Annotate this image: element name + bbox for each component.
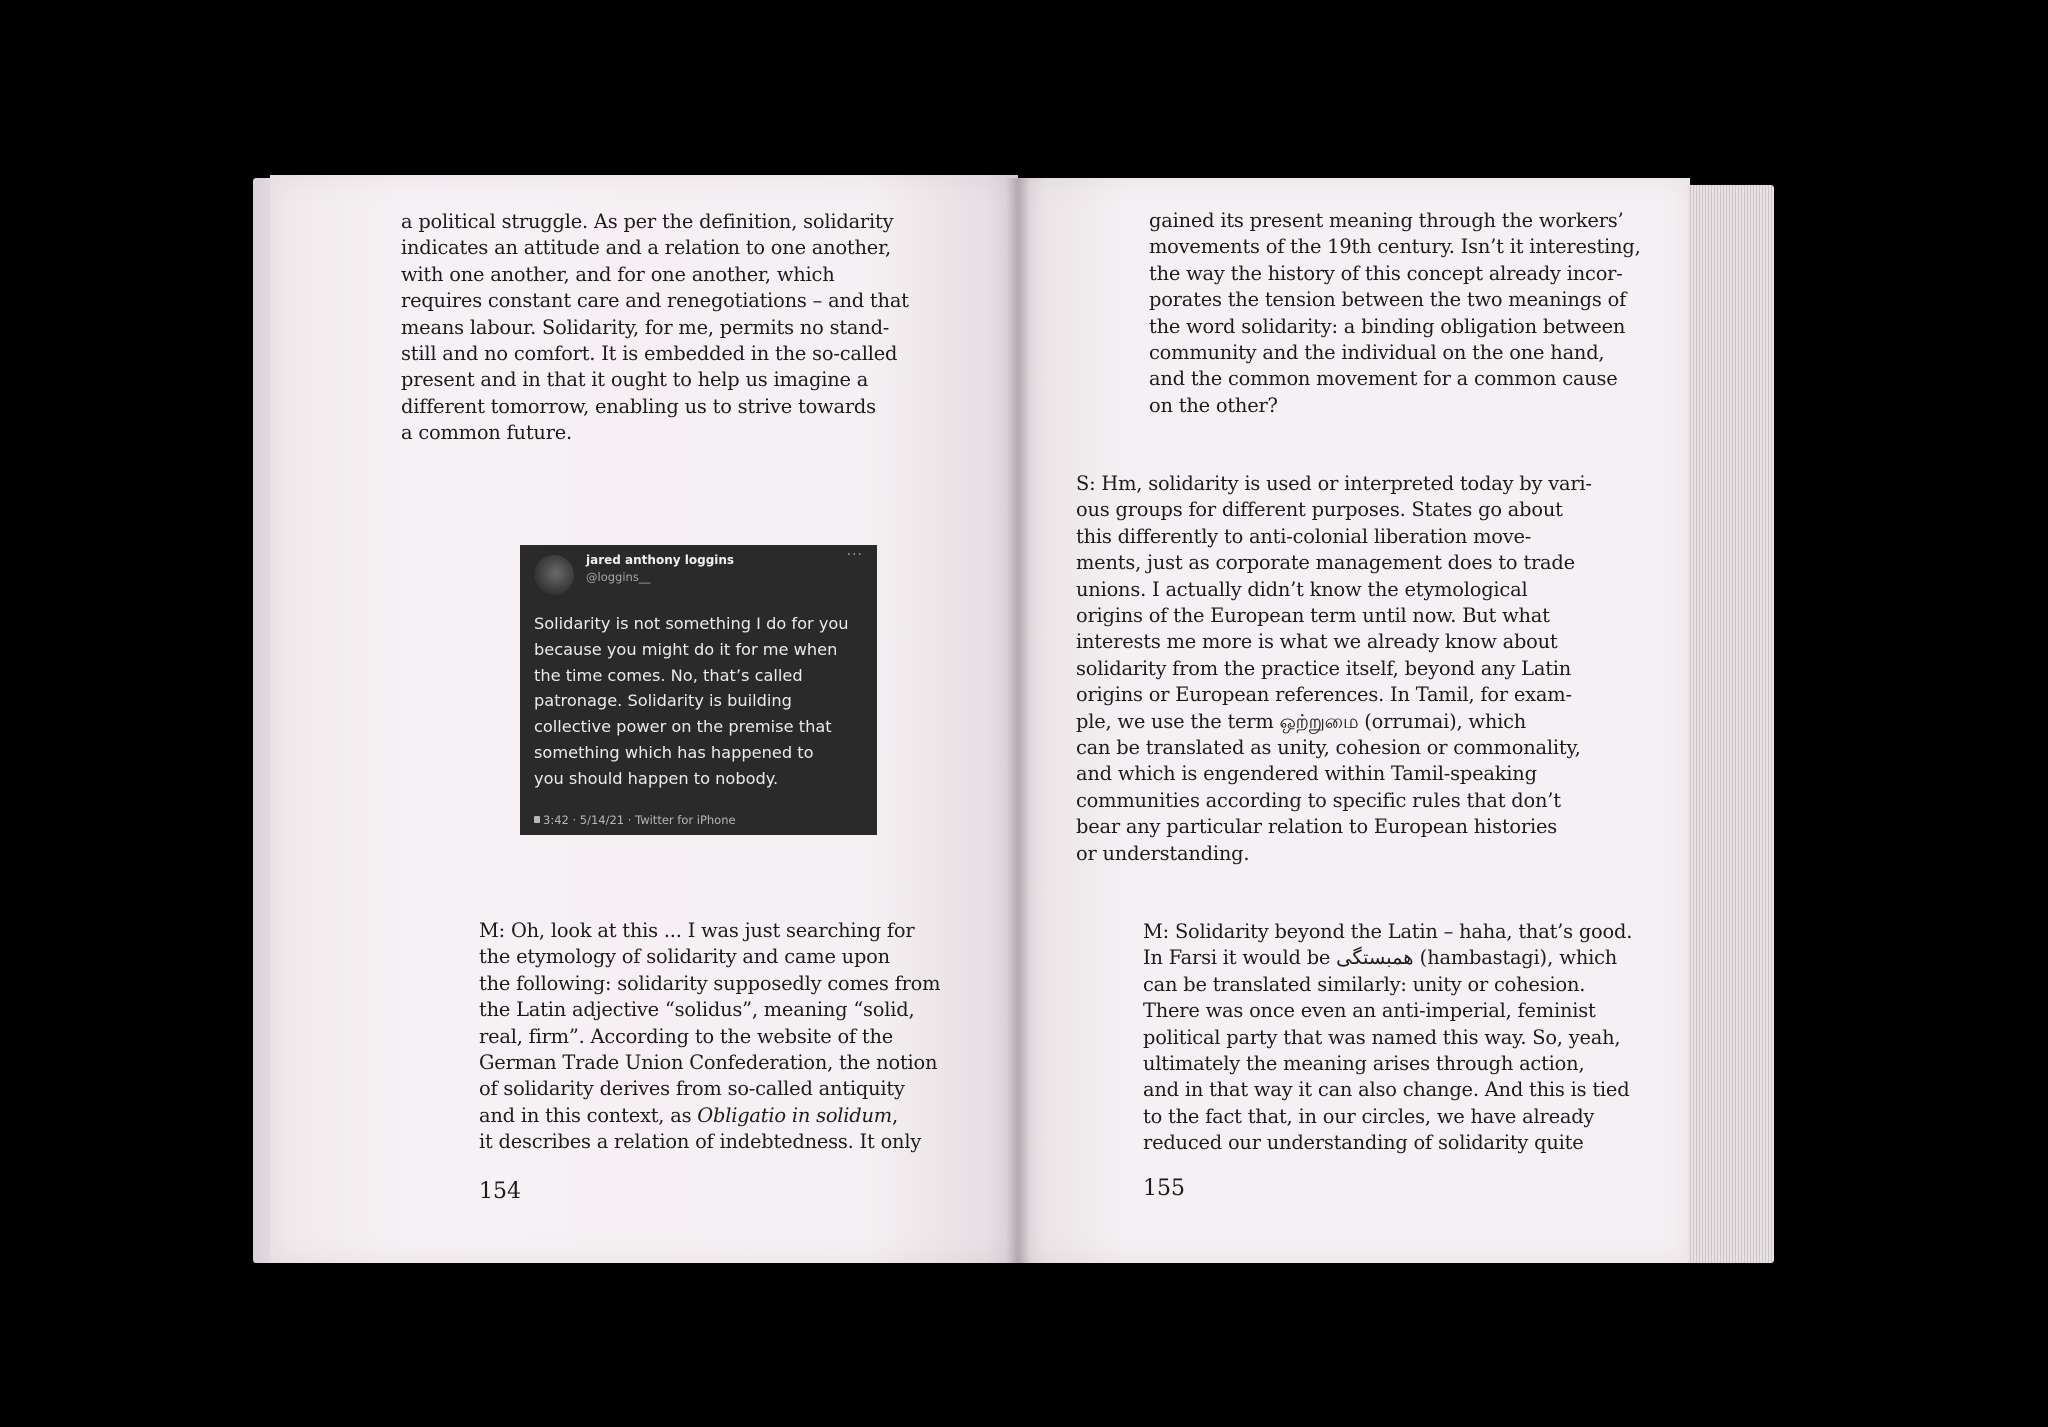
text-line: the Latin adjective “solidus”, meaning “solid, xyxy=(479,998,915,1022)
text-line: a political struggle. As per the definition, solidarity xyxy=(401,210,894,233)
text-span: and in this context, as xyxy=(479,1103,698,1127)
tweet-timestamp: 3:42 · 5/14/21 · Twitter for iPhone xyxy=(543,813,736,827)
text-line: There was once even an anti-imperial, feminist xyxy=(1143,999,1596,1023)
text-line: still and no comfort. It is embedded in the so-called xyxy=(401,342,898,366)
text-line: of solidarity derives from so-called antiquity xyxy=(479,1077,905,1101)
text-line: S: Hm, solidarity is used or interpreted today by vari- xyxy=(1076,472,1592,495)
tweet-line: you should happen to nobody. xyxy=(534,768,779,788)
text-line: reduced our understanding of solidarity quite xyxy=(1143,1131,1584,1155)
tweet-body xyxy=(534,611,849,792)
text-line: community and the individual on the one hand, xyxy=(1149,341,1605,365)
tweet-line: collective power on the premise that xyxy=(534,717,832,737)
right-middle-paragraph xyxy=(1076,471,1592,867)
text-line: bear any particular relation to European histories xyxy=(1076,815,1557,839)
text-line: German Trade Union Confederation, the notion xyxy=(479,1051,938,1075)
lock-icon xyxy=(534,816,540,823)
text-line: ple, we use the term ஒற்றுமை (orrumai), which xyxy=(1076,709,1527,733)
italic-phrase: Obligatio in solidum xyxy=(697,1103,892,1127)
text-line xyxy=(479,1103,940,1129)
text-line: on the other? xyxy=(1149,393,1278,417)
book-gutter xyxy=(1006,178,1030,1263)
text-line: the following: solidarity supposedly comes from xyxy=(479,971,941,995)
right-bottom-paragraph xyxy=(1143,919,1632,1157)
text-line: or understanding. xyxy=(1076,841,1250,865)
text-line: unions. I actually didn’t know the etymological xyxy=(1076,577,1528,601)
tweet-author-handle: @loggins__ xyxy=(586,570,651,584)
text-line: different tomorrow, enabling us to strive towards xyxy=(401,394,876,418)
text-line: with one another, and for one another, which xyxy=(401,262,835,286)
tweet-line: the time comes. No, that’s called xyxy=(534,665,803,685)
tweet-author-name: jared anthony loggins xyxy=(586,553,735,567)
text-line: present and in that it ought to help us imagine a xyxy=(401,368,869,392)
text-line: ultimately the meaning arises through action, xyxy=(1143,1052,1585,1076)
text-line: and in that way it can also change. And this is tied xyxy=(1143,1078,1630,1102)
text-line: to the fact that, in our circles, we have already xyxy=(1143,1104,1595,1128)
text-line: solidarity from the practice itself, beyond any Latin xyxy=(1076,656,1572,680)
text-span: , xyxy=(892,1103,898,1127)
text-line: can be translated similarly: unity or cohesion. xyxy=(1143,972,1586,996)
text-line: a common future. xyxy=(401,421,573,445)
more-options-icon: ··· xyxy=(846,547,863,563)
tweet-screenshot xyxy=(520,545,877,835)
text-line: the etymology of solidarity and came upon xyxy=(479,945,890,969)
text-line: communities according to specific rules that don’t xyxy=(1076,788,1561,812)
text-line: porates the tension between the two meanings of xyxy=(1149,288,1627,312)
text-line: can be translated as unity, cohesion or commonality, xyxy=(1076,736,1581,760)
text-line: it describes a relation of indebtedness. It only xyxy=(479,1130,922,1154)
left-top-paragraph xyxy=(401,209,909,447)
left-bottom-paragraph xyxy=(479,918,940,1156)
text-line: real, firm”. According to the website of the xyxy=(479,1024,894,1048)
text-line: indicates an attitude and a relation to one another, xyxy=(401,236,891,260)
text-line: the way the history of this concept already incor- xyxy=(1149,261,1623,285)
text-line: ous groups for different purposes. States go about xyxy=(1076,498,1563,522)
text-line: the word solidarity: a binding obligation between xyxy=(1149,314,1626,338)
text-line: interests me more is what we already know about xyxy=(1076,630,1558,654)
text-line: M: Oh, look at this ... I was just searching for xyxy=(479,919,915,942)
right-page-edges xyxy=(1688,185,1774,1263)
right-top-paragraph xyxy=(1149,208,1641,419)
text-line: In Farsi it would be همبستگی (hambastagi), which xyxy=(1143,946,1618,970)
tweet-line: Solidarity is not something I do for you xyxy=(534,614,849,633)
page-number-left: 154 xyxy=(479,1179,521,1204)
text-line: origins of the European term until now. But what xyxy=(1076,604,1550,628)
avatar xyxy=(534,555,574,595)
text-line: requires constant care and renegotiations – and that xyxy=(401,289,909,313)
tweet-meta xyxy=(534,813,736,827)
text-line: and the common movement for a common cause xyxy=(1149,367,1618,391)
text-line: political party that was named this way. So, yeah, xyxy=(1143,1025,1621,1049)
text-line: and which is engendered within Tamil-speaking xyxy=(1076,762,1537,786)
text-line: ments, just as corporate management does to trade xyxy=(1076,551,1575,575)
text-line: means labour. Solidarity, for me, permits no stand- xyxy=(401,315,890,339)
text-line: movements of the 19th century. Isn’t it interesting, xyxy=(1149,235,1641,259)
text-line: origins or European references. In Tamil, for exam- xyxy=(1076,683,1572,707)
tweet-line: because you might do it for me when xyxy=(534,639,838,659)
tweet-line: patronage. Solidarity is building xyxy=(534,691,792,711)
text-line: this differently to anti-colonial liberation move- xyxy=(1076,524,1532,548)
text-line: gained its present meaning through the workers’ xyxy=(1149,209,1624,232)
text-line: M: Solidarity beyond the Latin – haha, that’s good. xyxy=(1143,920,1633,943)
tweet-line: something which has happened to xyxy=(534,742,814,762)
page-number-right: 155 xyxy=(1143,1176,1185,1201)
